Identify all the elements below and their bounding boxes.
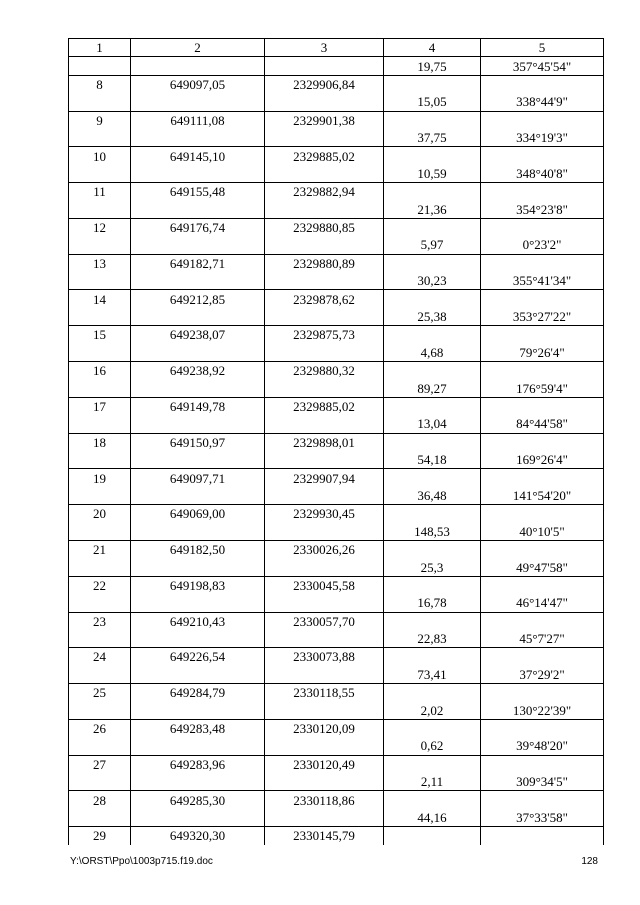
table-cell: 28 — [69, 791, 131, 809]
table-row — [69, 451, 604, 469]
table-cell: 37,75 — [384, 129, 481, 147]
table-row — [69, 433, 604, 451]
table-cell — [481, 218, 604, 236]
table-cell: 0°23'2" — [481, 236, 604, 254]
table-cell: 23 — [69, 612, 131, 630]
table-cell: 12 — [69, 218, 131, 236]
table-cell — [69, 272, 131, 290]
table-row — [69, 93, 604, 111]
coordinates-table — [68, 38, 604, 845]
table-cell: 649150,97 — [131, 433, 265, 451]
table-cell — [481, 719, 604, 737]
table-cell — [384, 362, 481, 380]
table-row — [69, 236, 604, 254]
table-cell: 15 — [69, 326, 131, 344]
table-cell: 54,18 — [384, 451, 481, 469]
table-row — [69, 809, 604, 827]
table-cell — [131, 809, 265, 827]
table-cell — [384, 505, 481, 523]
table-cell — [384, 684, 481, 702]
table-row — [69, 469, 604, 487]
table-cell: 649155,48 — [131, 183, 265, 201]
table-cell — [481, 827, 604, 845]
table-cell — [131, 487, 265, 505]
table-cell — [69, 379, 131, 397]
table-cell — [131, 594, 265, 612]
table-cell: 357°45'54" — [481, 57, 604, 75]
table-row — [69, 755, 604, 773]
table-cell: 2330120,09 — [265, 719, 384, 737]
table-cell: 2329930,45 — [265, 505, 384, 523]
table-cell: 84°44'58" — [481, 415, 604, 433]
table-cell: 355°41'34" — [481, 272, 604, 290]
table-cell: 9 — [69, 111, 131, 129]
table-row — [69, 218, 604, 236]
table-cell: 2330026,26 — [265, 540, 384, 558]
table-cell — [69, 129, 131, 147]
table-cell: 649145,10 — [131, 147, 265, 165]
table-cell: 19 — [69, 469, 131, 487]
table-cell: 2330145,79 — [265, 827, 384, 845]
table-cell — [481, 111, 604, 129]
table-cell — [131, 666, 265, 684]
table-cell: 2329878,62 — [265, 290, 384, 308]
table-row — [69, 344, 604, 362]
table-cell — [69, 809, 131, 827]
table-cell: 22 — [69, 576, 131, 594]
footer-page-number: 128 — [581, 856, 598, 867]
table-cell: 5,97 — [384, 236, 481, 254]
table-cell: 649283,48 — [131, 719, 265, 737]
table-cell — [384, 469, 481, 487]
table-cell — [481, 612, 604, 630]
table-row — [69, 719, 604, 737]
table-cell — [69, 487, 131, 505]
table-row — [69, 129, 604, 147]
table-cell: 44,16 — [384, 809, 481, 827]
table-cell: 40°10'5" — [481, 523, 604, 541]
table-cell: 27 — [69, 755, 131, 773]
table-cell: 2329885,02 — [265, 397, 384, 415]
table-cell: 2330120,49 — [265, 755, 384, 773]
table-cell — [265, 415, 384, 433]
table-row — [69, 415, 604, 433]
header-cell: 4 — [384, 39, 481, 57]
table-cell — [131, 57, 265, 75]
table-row — [69, 201, 604, 219]
table-cell: 18 — [69, 433, 131, 451]
table-cell: 649210,43 — [131, 612, 265, 630]
table-cell — [69, 93, 131, 111]
table-row — [69, 57, 604, 75]
table-cell — [481, 290, 604, 308]
table-row — [69, 165, 604, 183]
table-cell — [131, 523, 265, 541]
table-cell: 25 — [69, 684, 131, 702]
table-cell: 36,48 — [384, 487, 481, 505]
table-cell: 2330118,86 — [265, 791, 384, 809]
table-cell: 13 — [69, 254, 131, 272]
table-cell — [265, 272, 384, 290]
table-cell: 649284,79 — [131, 684, 265, 702]
table-cell — [69, 773, 131, 791]
table-cell — [384, 612, 481, 630]
table-cell — [481, 505, 604, 523]
table-cell: 13,04 — [384, 415, 481, 433]
table-row — [69, 558, 604, 576]
table-cell: 2329875,73 — [265, 326, 384, 344]
table-cell — [481, 397, 604, 415]
table-row — [69, 630, 604, 648]
table-cell — [69, 308, 131, 326]
table-cell — [131, 236, 265, 254]
table-cell — [131, 451, 265, 469]
table-cell — [481, 791, 604, 809]
table-cell — [481, 433, 604, 451]
table-cell — [384, 540, 481, 558]
table-body — [69, 57, 604, 845]
table-cell: 79°26'4" — [481, 344, 604, 362]
table-row — [69, 362, 604, 380]
table-cell — [69, 594, 131, 612]
table-cell: 17 — [69, 397, 131, 415]
table-cell: 130°22'39" — [481, 701, 604, 719]
table-row — [69, 648, 604, 666]
table-cell: 2329901,38 — [265, 111, 384, 129]
table-row — [69, 540, 604, 558]
table-cell: 2330057,70 — [265, 612, 384, 630]
table-cell — [481, 540, 604, 558]
table-cell — [481, 469, 604, 487]
table-cell: 309°34'5" — [481, 773, 604, 791]
table-cell: 21,36 — [384, 201, 481, 219]
table-cell — [69, 523, 131, 541]
table-cell — [131, 701, 265, 719]
table-cell: 649097,71 — [131, 469, 265, 487]
table-cell — [265, 701, 384, 719]
table-cell: 49°47'58" — [481, 558, 604, 576]
table-cell — [69, 630, 131, 648]
table-row — [69, 397, 604, 415]
table-row — [69, 308, 604, 326]
table-cell: 30,23 — [384, 272, 481, 290]
table-cell — [384, 648, 481, 666]
table-cell: 649097,05 — [131, 75, 265, 93]
table-cell — [131, 379, 265, 397]
table-cell: 2329880,32 — [265, 362, 384, 380]
table-cell — [265, 129, 384, 147]
table-row — [69, 576, 604, 594]
footer-file-path: Y:\ORST\Ppo\1003p715.f19.doc — [70, 856, 213, 867]
table-cell — [69, 666, 131, 684]
table-cell — [384, 576, 481, 594]
table-cell — [481, 147, 604, 165]
table-cell: 649111,08 — [131, 111, 265, 129]
table-cell — [265, 308, 384, 326]
table-cell — [265, 379, 384, 397]
table-cell: 24 — [69, 648, 131, 666]
table-cell — [131, 308, 265, 326]
table-cell — [384, 433, 481, 451]
table-cell — [265, 236, 384, 254]
table-cell: 649198,83 — [131, 576, 265, 594]
table-cell — [384, 218, 481, 236]
table-row — [69, 791, 604, 809]
table-cell — [384, 791, 481, 809]
table-cell — [265, 809, 384, 827]
table-cell — [384, 147, 481, 165]
table-row — [69, 594, 604, 612]
table-cell — [265, 558, 384, 576]
table-cell: 10 — [69, 147, 131, 165]
table-cell: 2329880,89 — [265, 254, 384, 272]
table-cell: 21 — [69, 540, 131, 558]
table-cell — [69, 558, 131, 576]
table-cell: 14 — [69, 290, 131, 308]
table-cell: 353°27'22" — [481, 308, 604, 326]
table-cell — [481, 326, 604, 344]
table-cell: 2329907,94 — [265, 469, 384, 487]
table-cell — [384, 183, 481, 201]
table-cell — [265, 57, 384, 75]
table-cell: 0,62 — [384, 737, 481, 755]
table-cell: 46°14'47" — [481, 594, 604, 612]
header-cell: 3 — [265, 39, 384, 57]
table-row — [69, 111, 604, 129]
table-cell: 25,38 — [384, 308, 481, 326]
table-cell: 16 — [69, 362, 131, 380]
table-cell: 649182,50 — [131, 540, 265, 558]
table-row — [69, 701, 604, 719]
table-cell — [265, 344, 384, 362]
table-cell: 649283,96 — [131, 755, 265, 773]
table-cell: 10,59 — [384, 165, 481, 183]
table-cell: 649176,74 — [131, 218, 265, 236]
table-header-row — [69, 39, 604, 57]
table-row — [69, 684, 604, 702]
table-cell — [69, 57, 131, 75]
table-cell — [131, 129, 265, 147]
table-cell: 148,53 — [384, 523, 481, 541]
table-cell: 2,11 — [384, 773, 481, 791]
table-cell: 649238,07 — [131, 326, 265, 344]
table-cell — [481, 75, 604, 93]
table-cell — [131, 344, 265, 362]
table-cell — [481, 362, 604, 380]
table-cell — [384, 397, 481, 415]
table-cell: 22,83 — [384, 630, 481, 648]
table-row — [69, 505, 604, 523]
table-row — [69, 326, 604, 344]
table-row — [69, 272, 604, 290]
table-cell — [265, 737, 384, 755]
table-row — [69, 254, 604, 272]
table-cell: 2330073,88 — [265, 648, 384, 666]
table-cell — [384, 755, 481, 773]
table-cell — [384, 254, 481, 272]
table-cell: 15,05 — [384, 93, 481, 111]
table-cell — [69, 236, 131, 254]
table-cell — [384, 290, 481, 308]
table-cell: 649320,30 — [131, 827, 265, 845]
table-cell — [265, 93, 384, 111]
table-cell: 37°29'2" — [481, 666, 604, 684]
table-cell: 11 — [69, 183, 131, 201]
table-cell — [131, 165, 265, 183]
table-cell: 649182,71 — [131, 254, 265, 272]
table-cell: 26 — [69, 719, 131, 737]
table-cell: 348°40'8" — [481, 165, 604, 183]
table-cell — [384, 719, 481, 737]
table-cell — [384, 111, 481, 129]
table-cell: 2330118,55 — [265, 684, 384, 702]
table-cell — [481, 576, 604, 594]
table-cell — [69, 165, 131, 183]
table-cell — [69, 737, 131, 755]
table-cell — [384, 326, 481, 344]
table-cell: 4,68 — [384, 344, 481, 362]
table-cell — [481, 648, 604, 666]
table-row — [69, 523, 604, 541]
table-cell — [131, 737, 265, 755]
table-cell — [131, 415, 265, 433]
table-cell: 37°33'58" — [481, 809, 604, 827]
table-cell — [265, 451, 384, 469]
table-cell: 25,3 — [384, 558, 481, 576]
table-cell: 2329880,85 — [265, 218, 384, 236]
table-cell — [265, 201, 384, 219]
table-cell: 176°59'4" — [481, 379, 604, 397]
table-row — [69, 487, 604, 505]
table-row — [69, 773, 604, 791]
table-cell: 2329898,01 — [265, 433, 384, 451]
table-cell — [69, 201, 131, 219]
table-cell — [131, 773, 265, 791]
table-cell — [69, 701, 131, 719]
table-row — [69, 183, 604, 201]
table-cell: 2329882,94 — [265, 183, 384, 201]
table-cell — [265, 165, 384, 183]
table-row — [69, 75, 604, 93]
table-cell: 39°48'20" — [481, 737, 604, 755]
table-cell: 2329885,02 — [265, 147, 384, 165]
table-cell: 354°23'8" — [481, 201, 604, 219]
table-cell — [131, 201, 265, 219]
table-cell — [481, 183, 604, 201]
table-cell: 19,75 — [384, 57, 481, 75]
table-row — [69, 379, 604, 397]
table-cell — [481, 755, 604, 773]
table-cell — [265, 594, 384, 612]
table-cell — [265, 666, 384, 684]
table-cell: 649226,54 — [131, 648, 265, 666]
table-cell — [69, 344, 131, 362]
table-cell — [131, 558, 265, 576]
table-cell — [384, 75, 481, 93]
table-row — [69, 737, 604, 755]
table-cell: 89,27 — [384, 379, 481, 397]
header-cell: 1 — [69, 39, 131, 57]
table-cell: 2330045,58 — [265, 576, 384, 594]
table-row — [69, 147, 604, 165]
table-cell: 20 — [69, 505, 131, 523]
table-row — [69, 827, 604, 845]
table-cell: 649149,78 — [131, 397, 265, 415]
table-cell — [131, 272, 265, 290]
table-row — [69, 612, 604, 630]
header-cell: 5 — [481, 39, 604, 57]
table-cell: 2329906,84 — [265, 75, 384, 93]
table-cell: 334°19'3" — [481, 129, 604, 147]
table-cell: 169°26'4" — [481, 451, 604, 469]
table-cell: 16,78 — [384, 594, 481, 612]
table-cell — [384, 827, 481, 845]
table-cell — [265, 523, 384, 541]
table-cell: 8 — [69, 75, 131, 93]
header-cell: 2 — [131, 39, 265, 57]
table-cell — [265, 487, 384, 505]
table-cell — [131, 630, 265, 648]
table-cell: 73,41 — [384, 666, 481, 684]
table-cell: 29 — [69, 827, 131, 845]
table-cell — [265, 773, 384, 791]
table-cell — [481, 684, 604, 702]
table-cell — [131, 93, 265, 111]
table-cell: 338°44'9" — [481, 93, 604, 111]
table-cell: 141°54'20" — [481, 487, 604, 505]
table-cell: 649238,92 — [131, 362, 265, 380]
table-cell: 2,02 — [384, 701, 481, 719]
table-cell — [69, 451, 131, 469]
table-cell — [69, 415, 131, 433]
table-cell — [481, 254, 604, 272]
table-cell — [265, 630, 384, 648]
table-cell: 45°7'27" — [481, 630, 604, 648]
table-cell: 649285,30 — [131, 791, 265, 809]
table-row — [69, 666, 604, 684]
table-cell: 649069,00 — [131, 505, 265, 523]
table-row — [69, 290, 604, 308]
table-cell: 649212,85 — [131, 290, 265, 308]
